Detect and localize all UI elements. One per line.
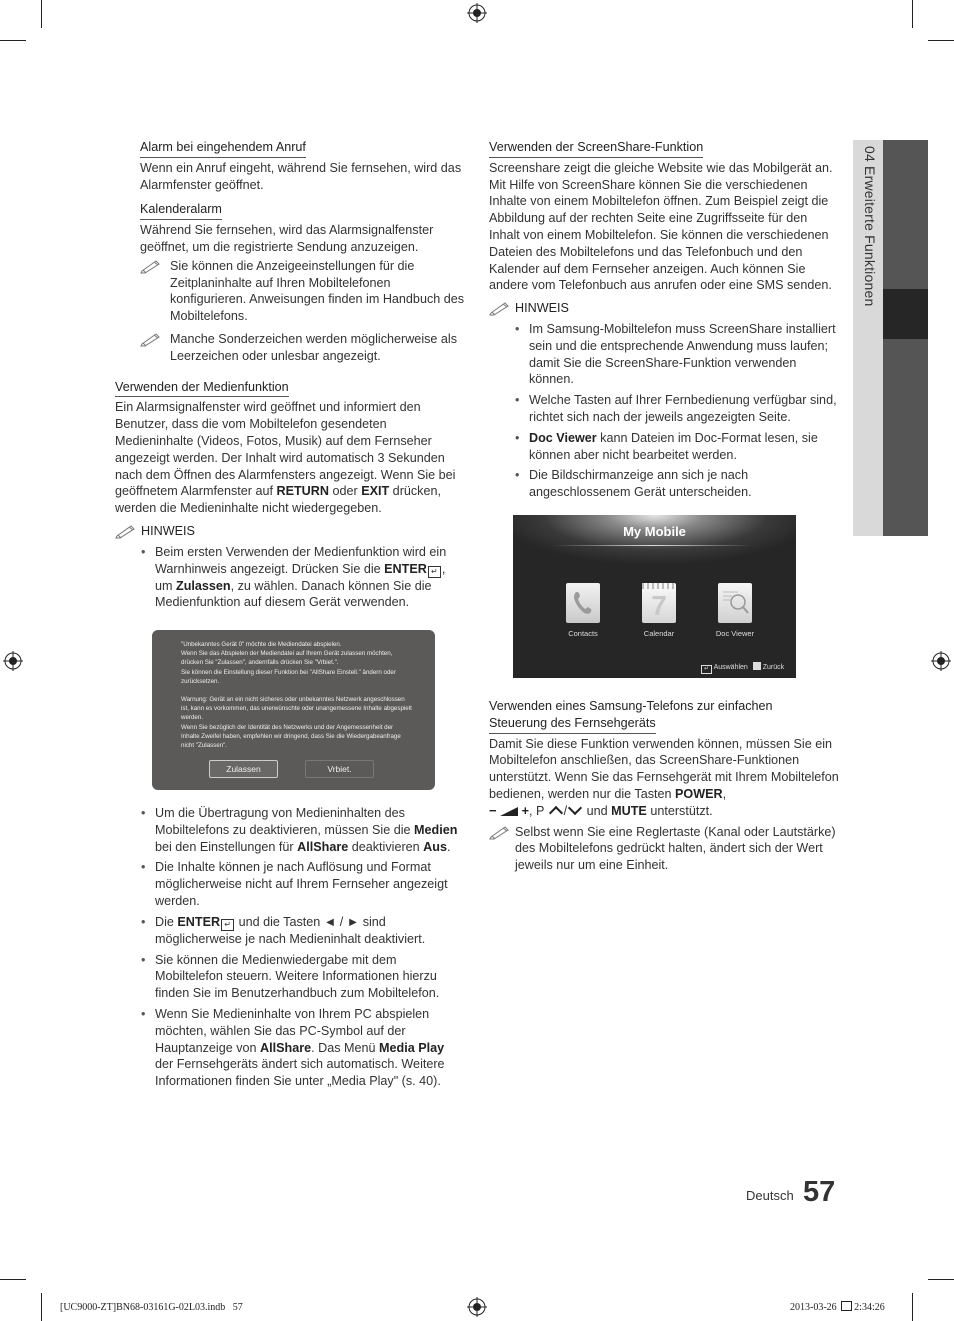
crop-mark (0, 40, 26, 41)
chapter-label-box (860, 146, 880, 346)
enter-key-icon: ↵ (701, 665, 712, 674)
heading-kalender: Kalenderalarm (140, 201, 222, 220)
medien-text: Ein Alarmsignalfenster wird geöffnet und informiert den Benutzer, dass die vom Mobiltelefon gesendeten Medieninhalte (Videos, Fotos, Musik) auf dem Fernseher angezeigt werden. Der Inhalt wird automatisch 3 Sekunden nach dem Öffnen des Alarmfensters angezeigt. Wenn Sie bei geöffnetem Alarmfenster auf RETURN oder EXIT drücken, werden die Medieninhalte nicht wiedergegeben. (115, 400, 456, 516)
pencil-note-icon (489, 300, 513, 316)
docviewer-tile[interactable] (718, 583, 752, 623)
crop-mark (928, 1279, 954, 1280)
chapter-label: 04 Erweiterte Funktionen (862, 146, 878, 307)
registration-mark-icon (931, 651, 951, 671)
pencil-note-icon (115, 523, 139, 539)
note-special-chars: Manche Sonderzeichen werden möglicherweise als Leerzeichen oder unlesbar angezeigt. (140, 331, 465, 365)
list-item: • Die ENTER ↵ und die Tasten ◄ / ► sind möglicherweise je nach Medieninhalt deaktiviert. (115, 914, 465, 948)
list-item: • Im Samsung-Mobiltelefon muss ScreenShare installiert sein und die entsprechende Anwendung muss laufen; damit Sie die ScreenShare-Funktion verwenden können. (489, 321, 839, 388)
contacts-label: Contacts (568, 629, 598, 638)
dialog-text: "Unbekanntes Gerät 0" möchte die Mediendatei abspielen. Wenn Sie das Abspielen der Mediendatei auf Ihrem Gerät zulassen möchten, drücken Sie "Zulassen", andernfalls drücken Sie "Vrbiet.". Sie können die Einstellung dieser Funktion bei "AllShare Einstell." ändern oder zurücksetzen. Warnung: Gerät an ein nicht sicheres oder unbekanntes Netzwerk angeschlossen ist, kann es vorkommen, das unerwünschte oder unangemessene Inhalte abgespielt werden. Wenn Sie bezüglich der Identität des Netzwerks und der Angemessenheit der Inhalte Zweifel haben, empfehlen wir dringend, dass Sie die Wiedergabeanfrage nicht "Zulassen". (181, 641, 412, 750)
enter-key-icon: ↵ (221, 919, 234, 931)
crop-mark (0, 1279, 26, 1280)
clock-box-icon (841, 1301, 852, 1311)
footer-language: Deutsch (746, 1188, 794, 1203)
left-column (115, 139, 465, 615)
note-slider-key: Selbst wenn Sie eine Reglertaste (Kanal oder Lautstärke) des Mobiltelefons gedrückt halten, ändert sich der Wert jeweils nur um eine Einheit. (489, 824, 839, 874)
heading-screenshare: Verwenden der ScreenShare-Funktion (489, 139, 703, 158)
hinweis-label: HINWEIS (115, 523, 465, 540)
alarm-text: Wenn ein Anruf eingeht, während Sie fernsehen, wird das Alarmfenster geöffnet. (140, 160, 462, 192)
magnifier-icon (718, 583, 752, 623)
screenshare-text: Screenshare zeigt die gleiche Website wie das Mobilgerät an. Mit Hilfe von ScreenShare können Sie die verschiedenen Inhalte von einem Mobiltelefon öffnen. Zum Beispiel zeigt die Abbildung auf der rechten Seite eine Zugriffsseite für den Inhalt von einem Mobiltelefon. Sie können die verschiedenen Dateien des Mobiltelefons und das Telefonbuch und den Kalender auf dem Fernseher anzeigen. Auch können Sie andere vom Telefonbuch aus anrufen oder eine SMS senden. (489, 160, 833, 293)
footer-timestamp: 2013-03-26 2:34:26 (790, 1302, 885, 1313)
registration-mark-icon (467, 1297, 487, 1317)
telefon-text: Damit Sie diese Funktion verwenden können, müssen Sie ein Mobiltelefon anschließen, das ScreenShare-Funktionen unterstützt. Wenn Sie das Fernsehgerät mit Ihrem Mobiltelefon bedienen, werden nur die Tasten POWER, − +, P / und MUTE unterstützt. (489, 736, 839, 820)
allow-button[interactable]: Zulassen (209, 760, 278, 778)
volume-minus-icon: − (489, 802, 497, 818)
media-warning-dialog (152, 630, 435, 790)
list-item: • Wenn Sie Medieninhalte von Ihrem PC abspielen möchten, wählen Sie das PC-Symbol auf der Hauptanzeige von AllShare. Das Menü Media Play der Fernsehgeräts ändert sich automatisch. Weitere Informationen finden Sie unter „Media Play" (s. 40). (115, 1006, 465, 1090)
right-column (489, 139, 839, 505)
pencil-note-icon (489, 824, 513, 840)
volume-ramp-icon (500, 807, 518, 816)
list-item: • Beim ersten Verwenden der Medienfunktion wird ein Warnhinweis angezeigt. Drücken Sie die ENTER ↵ , um Zulassen, zu wählen. Danach können Sie die Medienfunktion auf diesem Gerät verwenden. (115, 544, 465, 611)
enter-key-icon: ↵ (428, 566, 441, 578)
my-mobile-title: My Mobile (623, 524, 686, 539)
note-display-settings: Sie können die Anzeigeeinstellungen für die Zeitplaninhalte auf Ihren Mobiltelefonen konfigurieren. Anweisungen finden im Handbuch des Mobiltelefons. (140, 258, 465, 325)
pencil-note-icon (140, 331, 164, 347)
list-item: • Um die Übertragung von Medieninhalten des Mobiltelefons zu deaktivieren, müssen Sie die Medien bei den Einstellungen für AllShare deaktivieren Aus. (115, 805, 465, 855)
list-item: • Sie können die Medienwiedergabe mit dem Mobiltelefon steuern. Weitere Informationen hierzu finden Sie im Benutzerhandbuch zum Mobiltelefon. (115, 952, 465, 1002)
key-guide: ↵ Auswählen Zurück (701, 662, 784, 672)
my-mobile-screen (513, 515, 796, 678)
calendar-tile[interactable] (642, 583, 676, 623)
chevron-down-icon (568, 801, 582, 815)
heading-medien: Verwenden der Medienfunktion (115, 379, 289, 398)
phone-icon (566, 583, 600, 623)
list-item: • Die Inhalte können je nach Auflösung und Format möglicherweise nicht auf Ihrem Fernseher angezeigt werden. (115, 859, 465, 909)
page-number: 57 (803, 1176, 836, 1208)
crop-mark (912, 0, 913, 28)
heading-telefon: Verwenden eines Samsung-Telefons zur einfachen Steuerung des Fernsehgeräts (489, 698, 839, 736)
list-item: • Welche Tasten auf Ihrer Fernbedienung verfügbar sind, richtet sich nach der jeweils angezeigten Seite. (489, 392, 839, 426)
crop-mark (41, 1293, 42, 1321)
crop-mark (912, 1293, 913, 1321)
deny-button[interactable]: Vrbiet. (305, 760, 374, 778)
docviewer-label: Doc Viewer (715, 629, 755, 638)
registration-mark-icon (3, 651, 23, 671)
title-glow (553, 545, 753, 546)
contacts-tile[interactable] (566, 583, 600, 623)
screenshare-hints-list (489, 321, 839, 501)
crop-mark (928, 40, 954, 41)
footer-file: [UC9000-ZT]BN68-03161G-02L03.indb 57 (60, 1302, 243, 1313)
chevron-up-icon (549, 806, 563, 820)
calendar-label: Calendar (643, 629, 675, 638)
right-column-continued (489, 698, 839, 880)
crop-mark (41, 0, 42, 28)
kalender-text: Während Sie fernsehen, wird das Alarmsignalfenster geöffnet, um die registrierte Sendung anzuzeigen. (140, 223, 434, 254)
left-column-continued (115, 805, 465, 1094)
list-item: • Die Bildschirmanzeige ann sich je nach angeschlossenem Gerät unterscheiden. (489, 467, 839, 501)
hinweis-label: HINWEIS (489, 300, 839, 317)
chapter-block (883, 140, 928, 289)
chapter-block (883, 339, 928, 536)
registration-mark-icon (467, 3, 487, 23)
calendar-day: 7 (651, 590, 667, 621)
heading-alarm: Alarm bei eingehendem Anruf (140, 139, 306, 158)
pencil-note-icon (140, 258, 164, 274)
return-key-icon (753, 662, 761, 670)
medien-hints-list-2 (115, 805, 465, 1090)
chapter-block-active (883, 289, 928, 339)
list-item: • Doc Viewer kann Dateien im Doc-Format lesen, sie können aber nicht bearbeitet werden. (489, 430, 839, 464)
medien-hints-list (115, 544, 465, 611)
volume-plus-icon: + (521, 803, 529, 818)
